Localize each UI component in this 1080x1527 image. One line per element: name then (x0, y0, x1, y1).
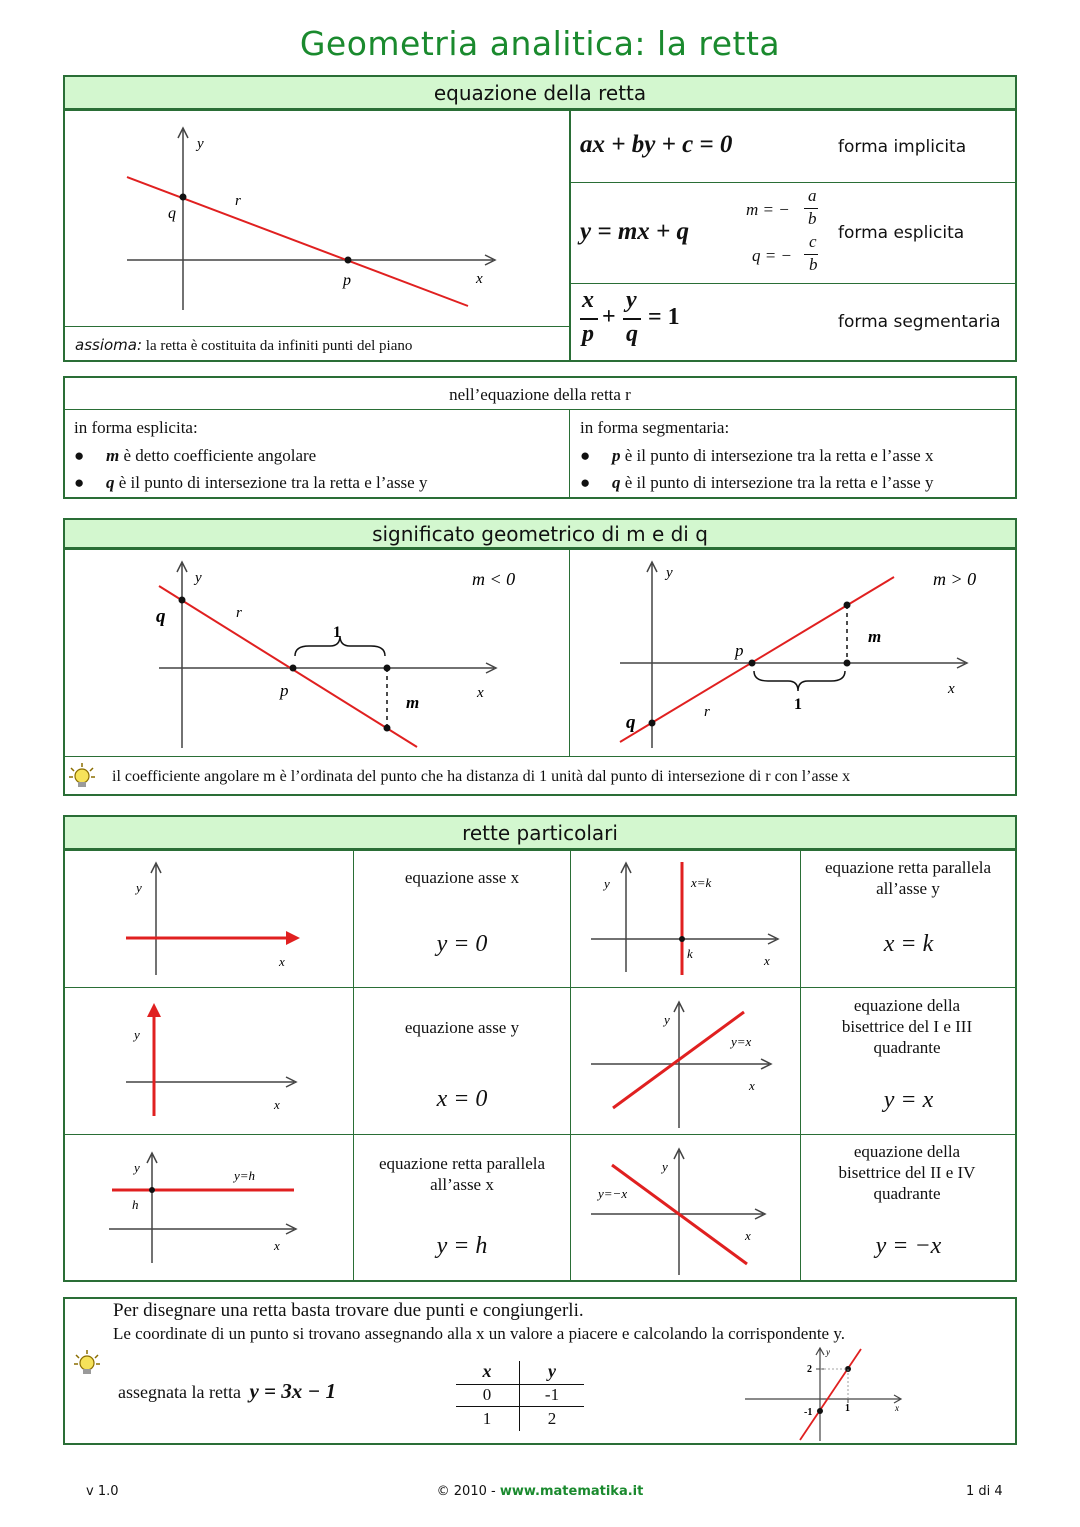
desc-y-axis: equazione asse y (404, 1018, 520, 1037)
m-definition: m = − a b (746, 186, 817, 228)
graph-bisector-2-4 (571, 1135, 800, 1281)
divider (64, 756, 1016, 757)
desc-parallel-y: equazione retta parallela all’asse y (824, 858, 992, 898)
m-label: m (406, 693, 420, 712)
svg-text:y=x: y=x (731, 1034, 752, 1049)
eq-x-axis: y = 0 (436, 931, 488, 957)
svg-text:x: x (279, 954, 285, 969)
divider (800, 849, 801, 1281)
segment-title: in forma segmentaria: (580, 418, 730, 437)
graph-bisector-1-3 (571, 988, 800, 1134)
footer-copyright: © 2010 - www.matematika.it (436, 1484, 644, 1499)
section-header: nell’equazione della retta r (449, 385, 631, 404)
eq-bisector-2-4: y = −x (875, 1233, 942, 1259)
svg-text:y: y (136, 880, 142, 895)
lightbulb-icon (73, 1349, 101, 1377)
svg-text:y=h: y=h (234, 1168, 256, 1183)
p-label: p (280, 681, 289, 700)
one-label: 1 (333, 624, 341, 641)
axis-x-label: x (476, 271, 483, 287)
example-graph (740, 1343, 910, 1443)
explicit-formula: y = mx + q (580, 218, 690, 245)
r-label: r (236, 605, 242, 621)
svg-text:y: y (664, 1012, 670, 1027)
axis-y-label: y (197, 136, 204, 152)
graph-m-positive (570, 550, 1016, 755)
one-label: 1 (794, 696, 802, 713)
desc-bisector-1-3: equazione della bisettrice del I e III quadrante (841, 996, 973, 1057)
bullet-q: ● q è il punto di intersezione tra la retta e l’asse y (74, 473, 428, 492)
lightbulb-icon (68, 762, 96, 790)
svg-text:x: x (895, 1403, 899, 1413)
svg-text:h: h (132, 1197, 139, 1212)
graph-y-axis (64, 988, 353, 1134)
line-r-label: r (235, 193, 241, 209)
svg-text:-1: -1 (804, 1407, 813, 1418)
svg-text:y=−x: y=−x (598, 1186, 628, 1201)
svg-text:x: x (274, 1238, 280, 1253)
graph-y-equals-h (64, 1135, 353, 1281)
svg-text:y: y (826, 1347, 830, 1357)
axiom-text: la retta è costituita da infiniti punti del piano (145, 338, 413, 354)
implicit-label: forma implicita (838, 137, 967, 157)
desc-x-axis: equazione asse x (404, 868, 520, 887)
section-header: equazione della retta (65, 77, 1015, 111)
svg-text:y: y (134, 1160, 140, 1175)
drawing-line1: Per disegnare una retta basta trovare due punti e congiungerli. (113, 1300, 584, 1321)
eq-bisector-1-3: y = x (883, 1087, 934, 1113)
footer-page: 1 di 4 (966, 1484, 1003, 1499)
svg-text:y: y (134, 1027, 140, 1042)
segment-formula: x p + y q = 1 (582, 287, 680, 347)
graph-m-negative (64, 550, 569, 755)
axis-y-label: y (666, 565, 673, 581)
eq-parallel-y: x = k (883, 931, 934, 957)
svg-text:1: 1 (845, 1403, 850, 1414)
divider (570, 182, 1016, 183)
r-label: r (704, 704, 710, 720)
desc-parallel-x: equazione retta parallela all’asse x (378, 1154, 546, 1194)
svg-text:x=k: x=k (691, 875, 712, 890)
section-header: significato geometrico di m e di q (65, 520, 1015, 550)
point-q-label: q (168, 205, 176, 222)
page-title: Geometria analitica: la retta (299, 24, 781, 63)
values-table: x y 0 -1 1 2 (454, 1361, 584, 1433)
explicit-label: forma esplicita (838, 223, 965, 243)
line-graph (100, 120, 520, 325)
divider (570, 283, 1016, 284)
eq-y-axis: x = 0 (436, 1086, 488, 1112)
point-p-label: p (343, 272, 351, 289)
eq-parallel-x: y = h (436, 1233, 488, 1259)
meaning-note: il coefficiente angolare m è l’ordinata del punto che ha distanza di 1 unità dal punto di intersezione di r con l’asse x (112, 768, 851, 785)
axis-y-label: y (195, 570, 202, 586)
implicit-formula: ax + by + c = 0 (580, 131, 733, 158)
q-label: q (626, 712, 636, 733)
section-header: rette particolari (65, 817, 1015, 851)
bullet-q2: ● q è il punto di intersezione tra la retta e l’asse y (580, 473, 934, 492)
divider (64, 409, 1016, 410)
desc-bisector-2-4: equazione della bisettrice del II e IV quadrante (838, 1142, 976, 1203)
divider (569, 410, 570, 498)
axis-x-label: x (477, 685, 484, 701)
svg-text:x: x (764, 953, 770, 968)
footer-version: v 1.0 (86, 1484, 119, 1499)
svg-text:k: k (687, 946, 693, 961)
axiom-label: assioma: (75, 336, 143, 354)
m-label: m (868, 627, 882, 646)
svg-text:x: x (745, 1228, 751, 1243)
svg-text:y: y (604, 876, 610, 891)
graph-x-axis (64, 850, 353, 987)
cond-label: m > 0 (933, 569, 977, 589)
segment-label: forma segmentaria (838, 312, 1001, 332)
svg-text:2: 2 (807, 1364, 812, 1375)
bullet-m: ● m è detto coefficiente angolare (74, 446, 317, 465)
divider (569, 109, 571, 361)
svg-text:x: x (274, 1097, 280, 1112)
explicit-title: in forma esplicita: (74, 418, 198, 437)
divider (353, 849, 354, 1281)
bullet-p: ● p è il punto di intersezione tra la retta e l’asse x (580, 446, 934, 465)
axiom (75, 336, 412, 355)
svg-text:x: x (749, 1078, 755, 1093)
example-given: assegnata la retta y = 3x − 1 (118, 1379, 336, 1403)
cond-label: m < 0 (472, 569, 516, 589)
footer-site-link[interactable]: www.matematika.it (499, 1484, 644, 1499)
graph-x-equals-k (571, 850, 800, 987)
p-label: p (735, 641, 744, 660)
q-label: q (156, 606, 166, 627)
svg-text:y: y (662, 1159, 668, 1174)
axis-x-label: x (948, 681, 955, 697)
divider (64, 326, 570, 327)
drawing-line2: Le coordinate di un punto si trovano assegnando alla x un valore a piacere e calcolando la corrispondente y. (113, 1324, 845, 1343)
q-definition: q = − c b (752, 232, 818, 274)
